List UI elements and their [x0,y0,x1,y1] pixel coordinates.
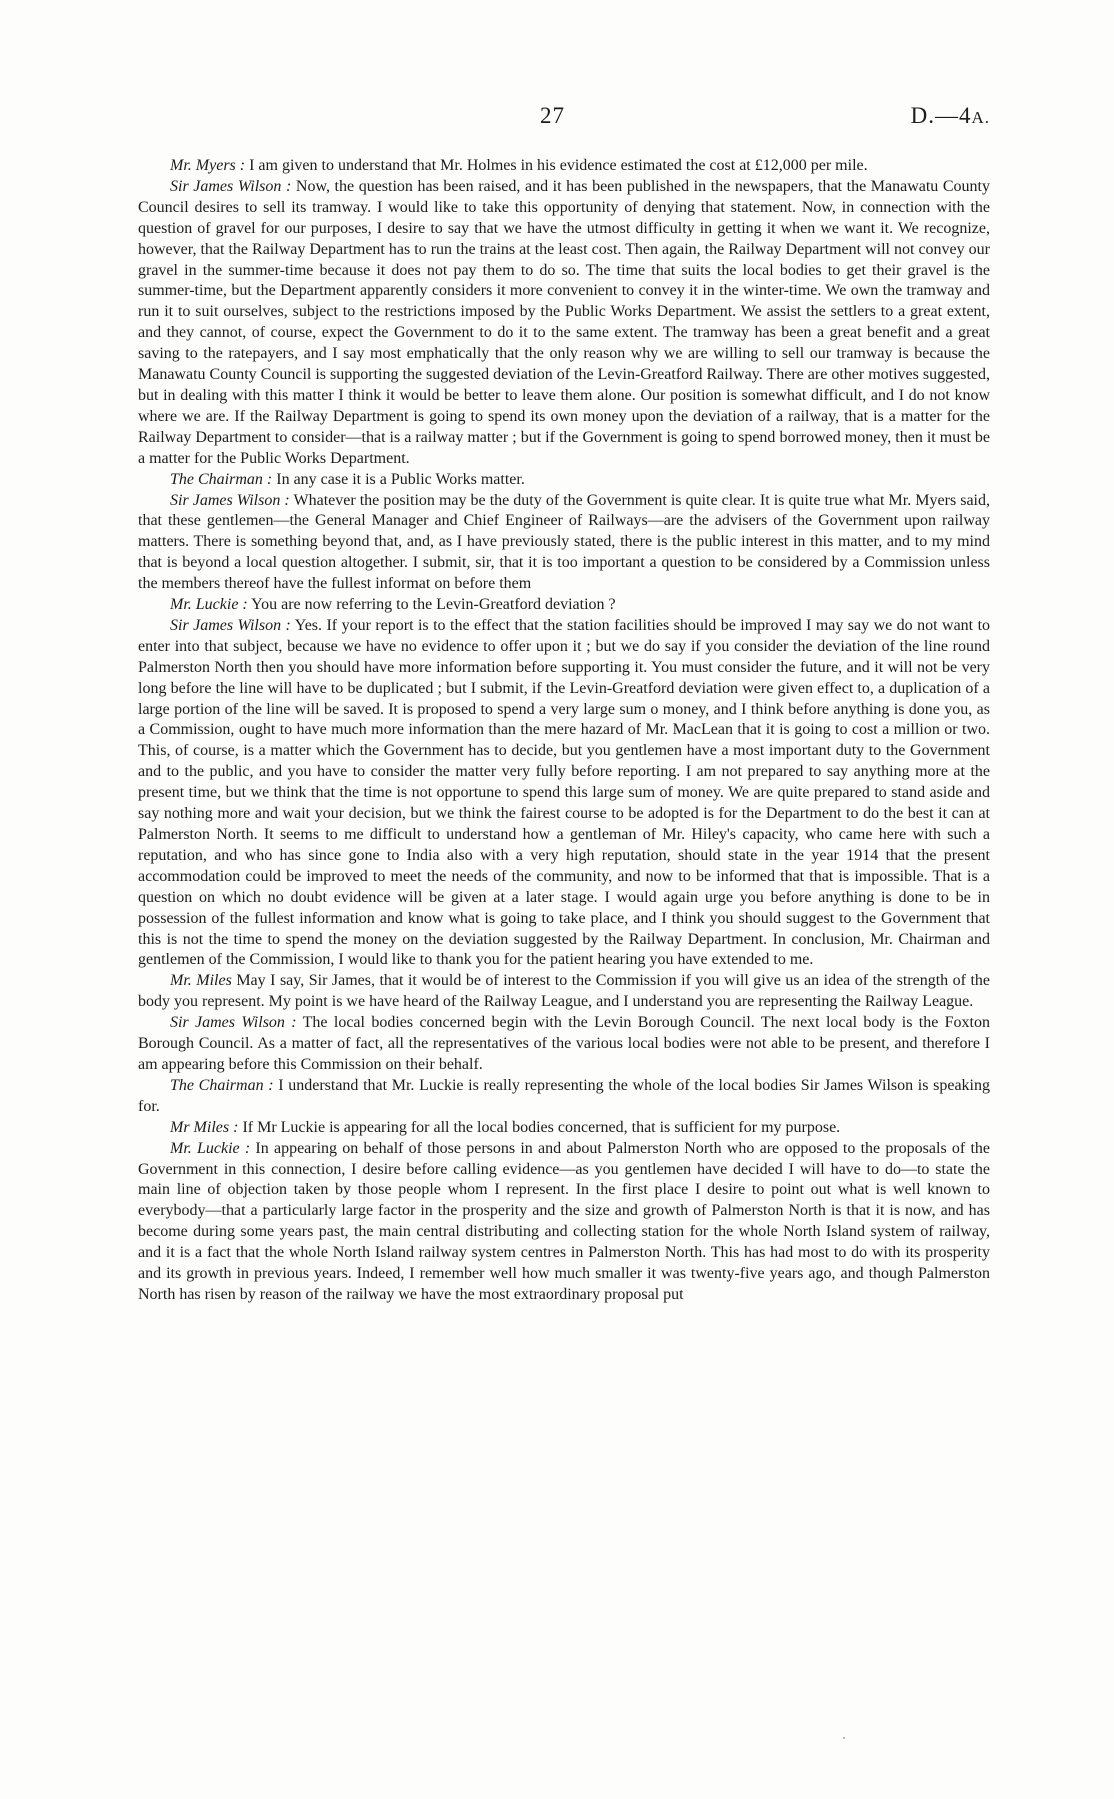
speech-text: I understand that Mr. Luckie is really representing the whole of the local bodies Sir James Wilson is speaking for. [138,1076,990,1115]
speaker-name: Sir James Wilson : [170,616,291,634]
speech-text: Whatever the position may be the duty of the Government is quite clear. It is quite true what Mr. Myers said, that these gentlemen—the General Manager and Chief Engineer of Railways—are the advisers of the Government upon railway matters. There is something beyond that, and, as I have previously stated, there is the public interest in this matter, and to my mind that is beyond a local question altogether. I submit, sir, that it is too important a question to be considered by a Commission unless the members thereof have the fullest informat on before them [138,491,991,593]
document-reference-main: D.—4 [910,103,972,128]
speaker-name: Mr. Myers : [170,157,246,174]
speech-text: Yes. If your report is to the effect that the station facilities should be improved I may say we do not want to enter into that subject, because we have no evidence to offer upon it ; but we do say if you consider the deviation of the line round Palmerston North then you should have more information before supporting it. You must consider the future, and it will not be very long before the line will have to be duplicated ; but I submit, if the Levin-Greatford deviation were given effect to, a duplication of a large portion of the line will be saved. It is proposed to spend a very large sum o money, and I think before anything is done you, as a Commission, ought to have much more information than the mere hazard of Mr. MacLean that it is going to cost a million or two. This, of course, is a matter which the Government has to decide, but you gentlemen have a most important duty to the Government and to the public, and you have to consider the matter very fully before reporting. I am not prepared to say anything more at the present time, but we think that the time is not opportune to spend this large sum of money. We are quite prepared to stand aside and say nothing more and wait your decision, but we think the fairest course to be adopted is for the Department to do the best it can at Palmerston North. It seems to me difficult to understand how a gentleman of Mr. Hiley's capacity, who came here with such a reputation, and who has since gone to India also with a very high reputation, should state in the year 1914 that the present accommodation could be improved to meet the needs of the community, and now to be informed that that is impossible. That is a question on which no doubt evidence will be given at a later stage. I would again urge you before anything is done to be in possession of the fullest information and know what is going to take place, and I think you should suggest to the Government that this is not the time to spend the money on the deviation suggested by the Railway Department. In conclusion, Mr. Chairman and gentlemen of the Commission, I would like to thank you for the patient hearing you have extended to me. [138,616,991,969]
speech-text: You are now referring to the Levin-Greatford deviation ? [247,596,616,614]
page-number: 27 [540,103,565,128]
transcript-paragraph [138,1076,990,1118]
transcript-paragraph [138,1013,990,1076]
document-reference-suffix: A. [971,108,990,127]
speaker-name: The Chairman : [170,470,273,488]
transcript-paragraph [138,971,990,1013]
transcript-paragraph [138,595,990,616]
speech-text: In any case it is a Public Works matter. [272,470,525,488]
speech-text: If Mr Luckie is appearing for all the local bodies concerned, that is sufficient for my purpose. [238,1118,841,1136]
speaker-name: Sir James Wilson : [170,491,290,509]
speaker-name: Mr Miles : [170,1118,239,1136]
speech-text: In appearing on behalf of those persons in and about Palmerston North who are opposed to the proposals of the Government in this connection, I desire before calling evidence—as you gentlemen have decided I will have to do—to state the main line of objection taken by those people whom I represent. In the first place I desire to point out what is well known to everybody—that a particularly large factor in the prosperity and the size and growth of Palmerston North is that it is now, and has become during some years past, the main central distributing and collecting station for the whole North Island system of railway, and it is a fact that the whole North Island railway system centres in Palmerston North. This has had most to do with its prosperity and its growth in previous years. Indeed, I remember well how much smaller it was twenty-five years ago, and though Palmerston North has risen by reason of the railway we have the most extraordinary proposal put [138,1139,990,1303]
transcript-paragraph [138,177,990,470]
speech-text: May I say, Sir James, that it would be of interest to the Commission if you will give us an idea of the strength of the body you represent. My point is we have heard of the Railway League, and I understand you are representing the Railway League. [138,972,991,1011]
transcript-paragraph [138,156,990,177]
speaker-name: Mr. Miles [170,972,232,990]
speech-text: The local bodies concerned begin with the Levin Borough Council. The next local body is the Foxton Borough Council. As a matter of fact, all the representatives of the various local bodies were not able to be present, and therefore I am appearing before this Commission on their behalf. [138,1014,991,1073]
transcript-paragraph [138,1139,990,1306]
speech-text: I am given to understand that Mr. Holmes in his evidence estimated the cost at £12,000 per mile. [245,157,868,174]
speaker-name: The Chairman : [170,1076,274,1094]
speaker-name: Sir James Wilson : [170,177,292,195]
speaker-name: Mr. Luckie : [170,1139,251,1157]
transcript-paragraph [138,1118,990,1139]
speaker-name: Sir James Wilson : [170,1014,297,1032]
transcript-paragraph [138,616,990,971]
transcript-body [138,156,990,1306]
speaker-name: Mr. Luckie : [170,596,248,614]
stray-mark: ˙ [842,1734,846,1748]
document-reference [911,103,990,129]
transcript-paragraph [138,470,990,491]
transcript-paragraph [138,491,990,596]
speech-text: Now, the question has been raised, and it has been published in the newspapers, that the Manawatu County Council desires to sell its tramway. I would like to take this opportunity of denying that statement. Now, in connection with the question of gravel for our purposes, I desire to say that we have the utmost difficulty in getting it when we want it. We recognize, however, that the Railway Department has to run the trains at the least cost. Then again, the Railway Department will not convey our gravel in the summer-time because it does not pay them to do so. The time that suits the local bodies to get their gravel is the summer-time, but the Department apparently considers it more convenient to convey it in the winter-time. We own the tramway and run it to suit ourselves, subject to the restrictions imposed by the Public Works Department. We assist the settlers to a great extent, and they cannot, of course, expect the Government to do it to the same extent. The tramway has been a great benefit and a great saving to the ratepayers, and I say most emphatically that the only reason why we are willing to sell our tramway is because the Manawatu County Council is supporting the suggested deviation of the Levin-Greatford Railway. There are other motives suggested, but in dealing with this matter I think it would be better to leave them alone. Our position is somewhat difficult, and I do not know where we are. If the Railway Department is going to spend its own money upon the deviation of a railway, that is a matter for the Railway Department to consider—that is a railway matter ; but if the Government is going to spend borrowed money, then it must be a matter for the Public Works Department. [138,177,990,467]
